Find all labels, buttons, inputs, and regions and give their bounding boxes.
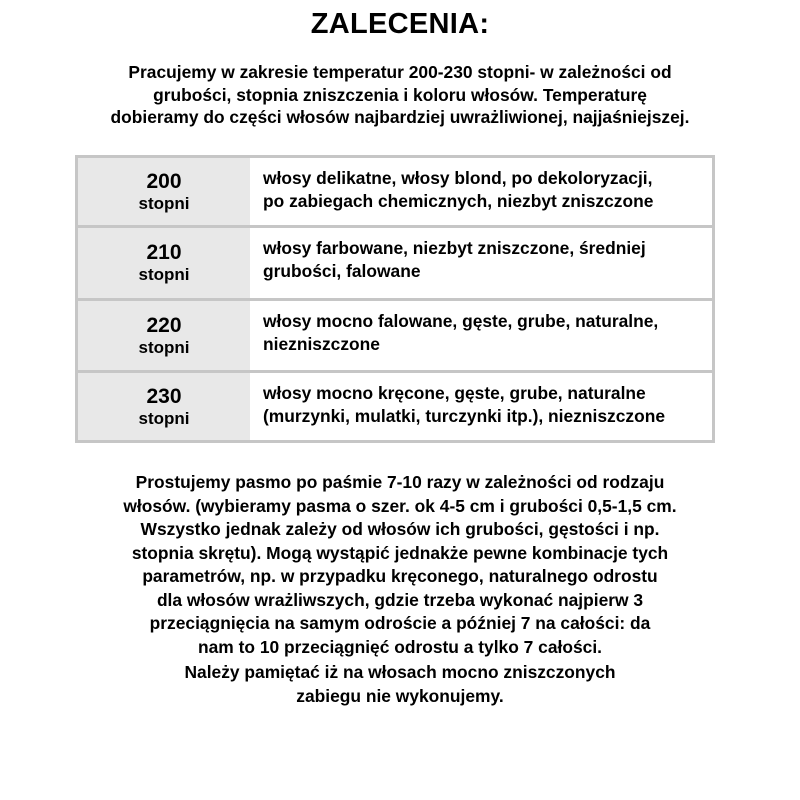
temperature-cell (78, 301, 250, 370)
description-cell (250, 301, 712, 370)
note-line: zabiegu nie wykonujemy. (296, 685, 504, 706)
temperature-unit: stopni (138, 408, 190, 428)
body-line: dla włosów wrażliwszych, gdzie trzeba wykonać najpierw 3 (156, 589, 644, 610)
description-line: (murzynki, mulatki, turczynki itp.), niezniszczone (263, 405, 665, 426)
body-line: przeciągnięcia na samym odroście a później 7 na całości: da (149, 613, 651, 633)
body-line: włosów. (wybieramy pasma o szer. ok 4-5 cm i grubości 0,5-1,5 cm. (123, 495, 677, 516)
temperature-value: 210 (146, 241, 182, 264)
instructions-paragraph (60, 471, 740, 659)
body-line: Prostujemy pasmo po paśmie 7-10 razy w zależności od rodzaju (135, 472, 665, 492)
description-cell (250, 158, 712, 225)
body-line: stopnia skrętu). Mogą wystąpić jednakże pewne kombinacje tych (131, 542, 669, 563)
intro-line: Pracujemy w zakresie temperatur 200-230 stopni- w zależności od (128, 62, 672, 82)
intro-line: grubości, stopnia zniszczenia i koloru włosów. Temperaturę (153, 84, 647, 105)
description-line: po zabiegach chemicznych, niezbyt zniszczone (263, 190, 654, 211)
description-cell (250, 373, 712, 440)
body-line: parametrów, np. w przypadku kręconego, naturalnego odrostu (142, 566, 658, 586)
temperature-unit: stopni (138, 265, 190, 284)
description-line: włosy mocno falowane, gęste, grube, naturalne, (263, 311, 659, 331)
intro-paragraph (60, 61, 740, 129)
temperature-cell (78, 373, 250, 440)
intro-line: dobieramy do części włosów najbardziej uwrażliwionej, najjaśniejszej. (110, 107, 690, 127)
body-line: nam to 10 przeciągnięć odrostu a tylko 7 całości. (198, 636, 602, 657)
description-line: grubości, falowane (263, 260, 421, 281)
description-line: włosy delikatne, włosy blond, po dekoloryzacji, (263, 168, 653, 188)
temperature-value: 200 (146, 169, 182, 193)
temperature-value: 230 (146, 384, 182, 408)
temperature-cell (78, 158, 250, 225)
temperature-value: 220 (146, 313, 182, 337)
table-row (78, 158, 712, 225)
temperature-unit: stopni (138, 337, 190, 357)
temperature-table (75, 155, 715, 443)
warning-note (60, 661, 740, 708)
description-line: włosy mocno kręcone, gęste, grube, naturalne (263, 383, 646, 403)
description-line: włosy farbowane, niezbyt zniszczone, średniej (263, 238, 646, 258)
body-line: Wszystko jednak zależy od włosów ich grubości, gęstości i np. (140, 519, 660, 539)
temperature-unit: stopni (138, 193, 190, 213)
table-row (78, 228, 712, 298)
table-row (78, 373, 712, 440)
description-line: niezniszczone (263, 333, 380, 354)
page-title: ZALECENIA: (310, 8, 490, 40)
temperature-cell (78, 228, 250, 298)
table-row (78, 301, 712, 370)
note-line: Należy pamiętać iż na włosach mocno zniszczonych (184, 662, 616, 682)
description-cell (250, 228, 712, 298)
